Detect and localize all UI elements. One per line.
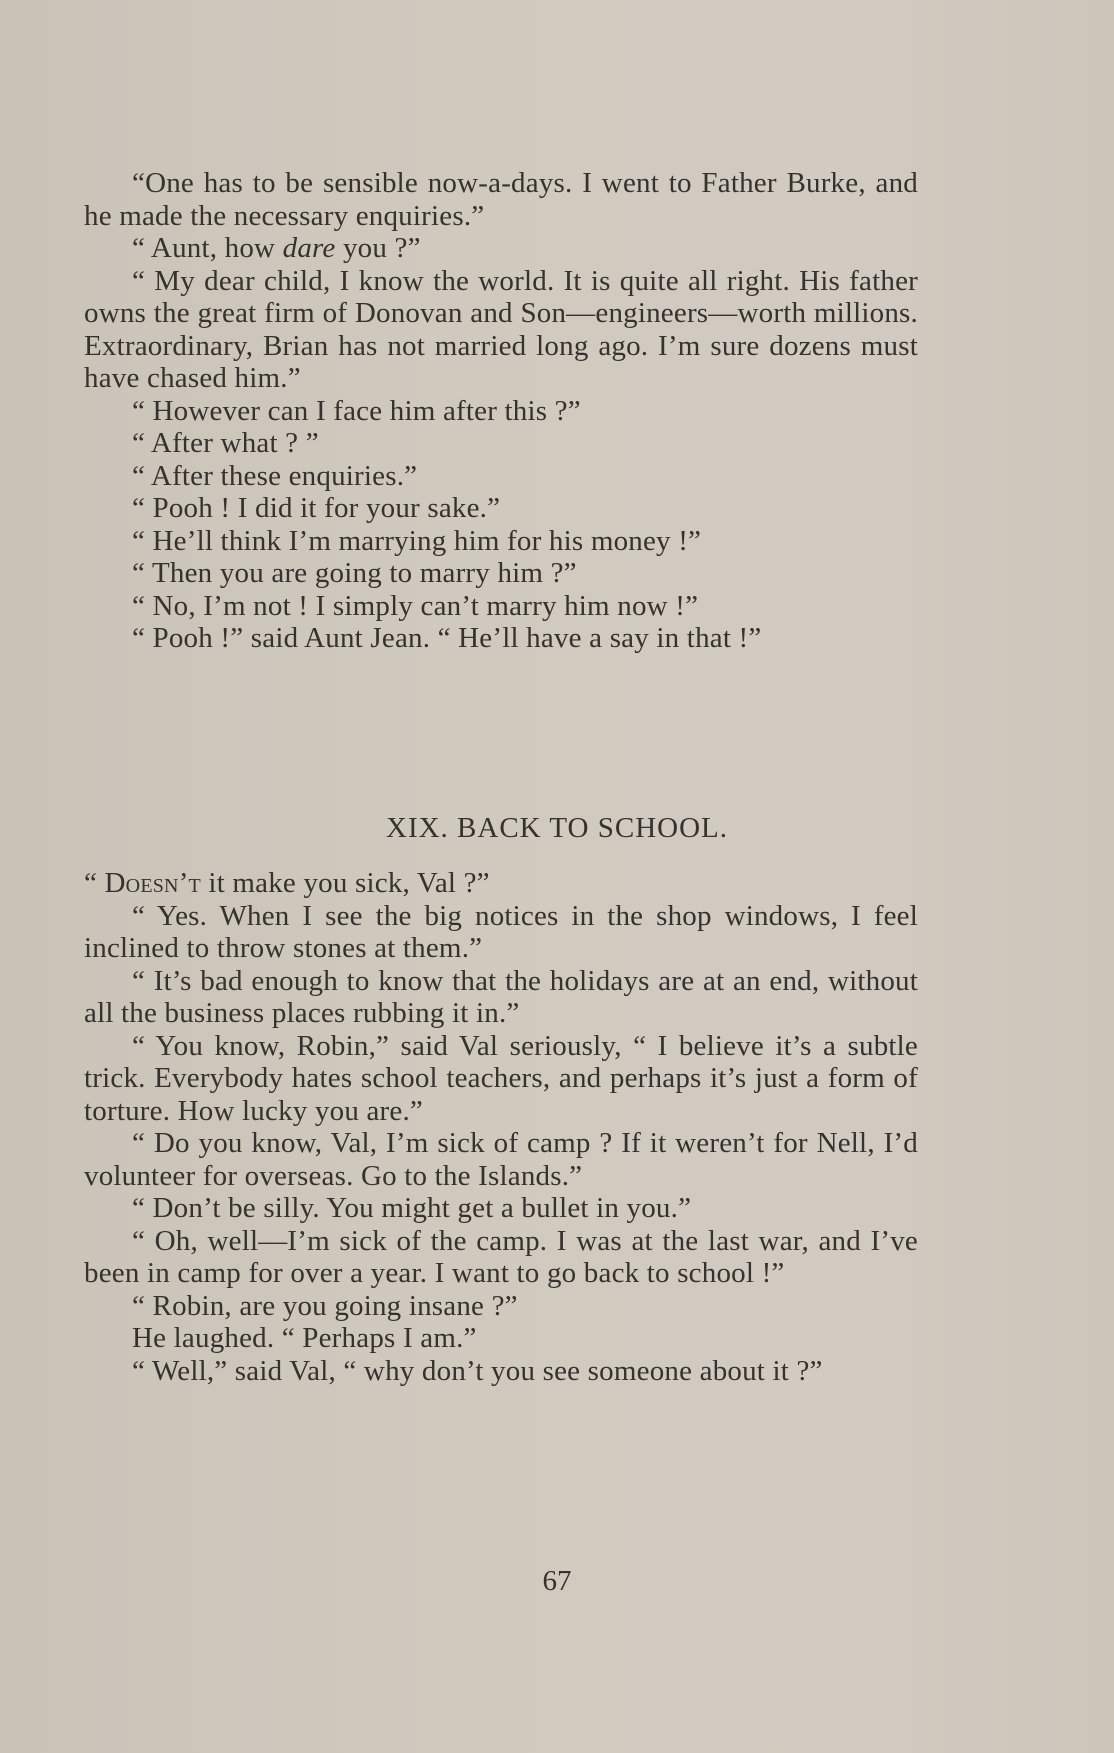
paragraph: “ It’s bad enough to know that the holidays are at an end, without all the business places rubbing it in.” <box>84 964 918 1029</box>
opening-small-caps-word: Doesn’t <box>104 867 201 899</box>
dare-line-after: you ?” <box>335 232 421 264</box>
paragraph: “ Yes. When I see the big notices in the shop windows, I feel inclined to throw stones at them.” <box>84 899 918 964</box>
paragraph: “ Then you are going to marry him ?” <box>132 557 577 589</box>
paragraph: “ Pooh !” said Aunt Jean. “ He’ll have a say in that !” <box>132 622 762 654</box>
opening-quote: “ <box>84 867 105 899</box>
paragraph: “ After what ? ” <box>132 427 319 459</box>
paragraph: He laughed. “ Perhaps I am.” <box>132 1322 477 1354</box>
paragraph: “ My dear child, I know the world. It is quite all right. His father owns the great firm of Donovan and Son—engineers—worth millions. Extraordinary, Brian has not married long ago. I’m sure dozens must have chased him.” <box>84 264 918 394</box>
dare-line-before: “ Aunt, how <box>132 232 283 264</box>
paragraph: “ Oh, well—I’m sick of the camp. I was at the last war, and I’ve been in camp for over a year. I want to go back to school !” <box>84 1224 918 1289</box>
paragraph: “One has to be sensible now-a-days. I went to Father Burke, and he made the necessary enquiries.” <box>84 167 918 232</box>
dialogue-section-aunt-jean <box>84 167 918 655</box>
paragraph: “ No, I’m not ! I simply can’t marry him now !” <box>132 589 699 622</box>
paragraph: “ Do you know, Val, I’m sick of camp ? If it weren’t for Nell, I’d volunteer for overseas. Go to the Islands.” <box>84 1127 918 1192</box>
paragraph: “ Well,” said Val, “ why don’t you see someone about it ?” <box>132 1354 823 1387</box>
page-number: 67 <box>542 1565 572 1597</box>
paragraph: “ Robin, are you going insane ?” <box>132 1289 518 1322</box>
paragraph-dare <box>84 232 918 265</box>
paragraph: “ You know, Robin,” said Val seriously, “ I believe it’s a subtle trick. Everybody hates school teachers, and perhaps it’s just a form of torture. How lucky you are.” <box>84 1029 918 1127</box>
paragraph: “ Pooh ! I did it for your sake.” <box>132 492 501 524</box>
dialogue-section-back-to-school <box>84 867 918 1387</box>
emphasized-word: dare <box>282 232 336 264</box>
paragraph: “ Don’t be silly. You might get a bullet in you.” <box>132 1192 692 1224</box>
paragraph: “ He’ll think I’m marrying him for his money !” <box>132 524 702 557</box>
chapter-heading: XIX. BACK TO SCHOOL. <box>386 812 728 844</box>
paragraph: “ After these enquiries.” <box>132 459 418 492</box>
paragraph: “ However can I face him after this ?” <box>132 394 581 427</box>
opening-rest: it make you sick, Val ?” <box>200 867 490 899</box>
chapter-opening-paragraph <box>84 867 918 900</box>
